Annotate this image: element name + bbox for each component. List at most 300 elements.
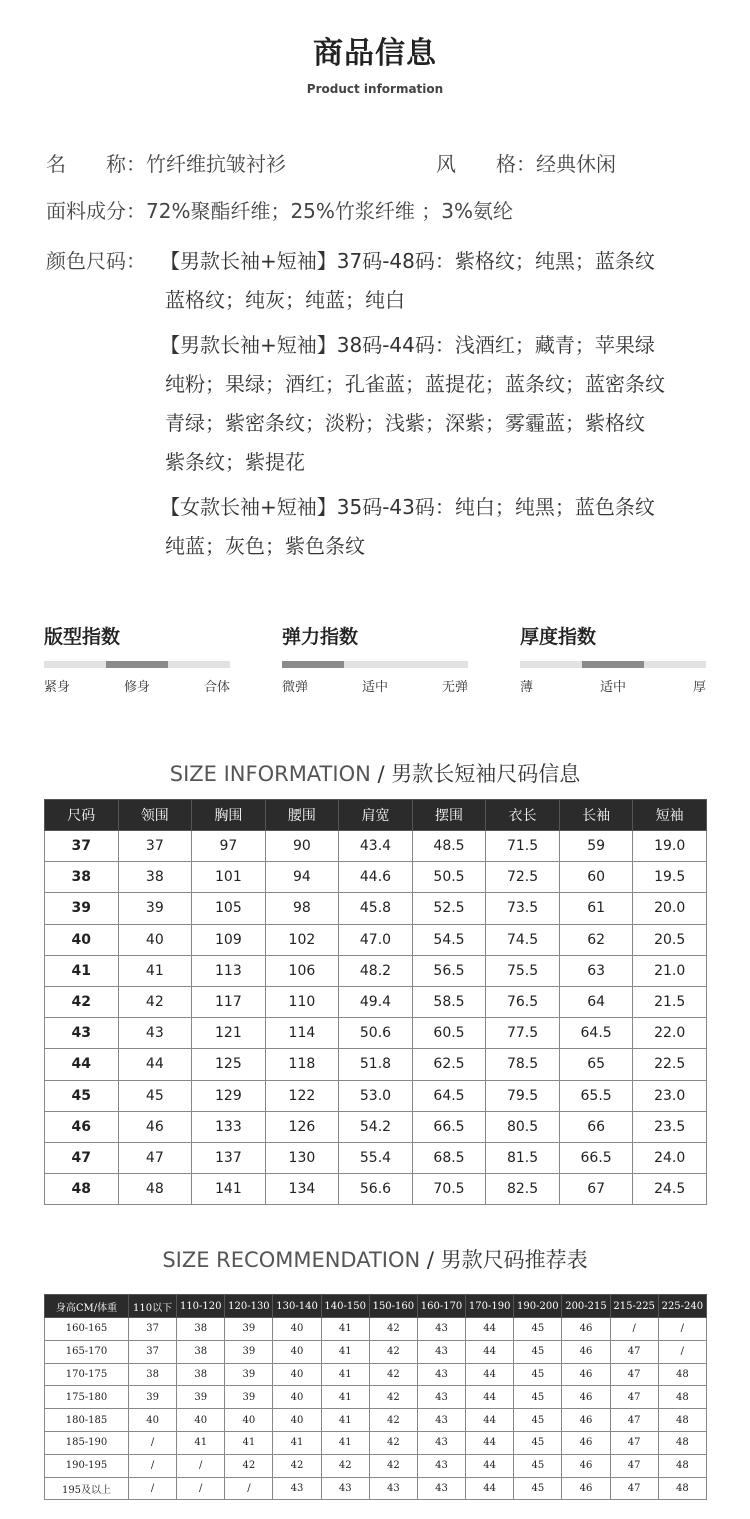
stretch-label-high: 无弹	[441, 680, 468, 695]
size-rec-cell: /	[177, 1454, 225, 1477]
size-rec-column-header: 120-130	[225, 1295, 273, 1318]
size-info-cell: 19.0	[633, 831, 707, 862]
style-label: 风 格：	[436, 152, 536, 176]
size-rec-cell: 43	[369, 1477, 417, 1500]
size-rec-cell: 43	[417, 1477, 465, 1500]
size-info-cell: 82.5	[486, 1174, 560, 1205]
size-info-cell: 56.6	[339, 1174, 413, 1205]
size-rec-cell: 42	[321, 1454, 369, 1477]
size-rec-cell: 45	[514, 1477, 562, 1500]
size-rec-cell: 42	[369, 1318, 417, 1341]
size-rec-cell: 170-175	[45, 1363, 129, 1386]
size-rec-column-header: 身高CM/体重	[45, 1295, 129, 1318]
size-info-cell: 61	[559, 893, 633, 924]
size-rec-cell: 40	[273, 1340, 321, 1363]
table-row	[45, 924, 707, 955]
size-rec-cell: 38	[177, 1363, 225, 1386]
size-rec-cell: 43	[417, 1454, 465, 1477]
size-info-cell: 47	[45, 1142, 119, 1173]
size-rec-cell: 42	[369, 1431, 417, 1454]
size-info-cell: 66.5	[559, 1142, 633, 1173]
size-rec-cell: 42	[369, 1454, 417, 1477]
size-rec-cell: 40	[177, 1409, 225, 1432]
size-info-cell: 46	[45, 1111, 119, 1142]
size-rec-cell: 41	[321, 1340, 369, 1363]
size-info-cell: 121	[192, 1018, 266, 1049]
size-rec-cell: 39	[177, 1386, 225, 1409]
fit-index	[44, 622, 230, 694]
material-label: 面料成分：	[46, 199, 146, 223]
table-row	[45, 1142, 707, 1173]
size-rec-cell: 48	[658, 1363, 706, 1386]
size-info-cell: 64.5	[412, 1080, 486, 1111]
size-rec-cell: 47	[610, 1454, 658, 1477]
size-info-cell: 106	[265, 955, 339, 986]
size-info-cell: 47.0	[339, 924, 413, 955]
size-rec-cell: 46	[562, 1363, 610, 1386]
size-rec-heading-cn: / 男款尺码推荐表	[420, 1248, 588, 1272]
size-info-header-row	[45, 800, 707, 831]
size-info-cell: 41	[45, 955, 119, 986]
size-info-cell: 129	[192, 1080, 266, 1111]
size-rec-cell: 45	[514, 1386, 562, 1409]
stretch-index-bar	[282, 661, 468, 668]
material-row	[46, 197, 513, 225]
size-info-cell: 65	[559, 1049, 633, 1080]
size-rec-cell: 46	[562, 1386, 610, 1409]
size-info-cell: 39	[118, 893, 192, 924]
size-info-cell: 68.5	[412, 1142, 486, 1173]
size-rec-cell: 42	[369, 1386, 417, 1409]
size-rec-cell: 41	[273, 1431, 321, 1454]
size-rec-cell: 42	[369, 1363, 417, 1386]
thickness-index-bar	[520, 661, 706, 668]
size-info-cell: 45.8	[339, 893, 413, 924]
size-rec-table	[44, 1294, 707, 1500]
size-rec-cell: 39	[129, 1386, 177, 1409]
page-subtitle: Product information	[306, 82, 444, 96]
size-info-cell: 48.2	[339, 955, 413, 986]
color-line: 蓝格纹；纯灰；纯蓝；纯白	[165, 288, 405, 312]
size-rec-cell: 43	[321, 1477, 369, 1500]
size-info-cell: 38	[118, 862, 192, 893]
size-info-cell: 24.5	[633, 1174, 707, 1205]
size-info-cell: 63	[559, 955, 633, 986]
size-rec-cell: 44	[466, 1363, 514, 1386]
size-rec-cell: 45	[514, 1454, 562, 1477]
size-rec-cell: 41	[321, 1363, 369, 1386]
table-row	[45, 1049, 707, 1080]
size-info-heading-en: SIZE INFORMATION	[169, 762, 371, 786]
size-rec-cell: /	[129, 1431, 177, 1454]
size-rec-cell: 44	[466, 1477, 514, 1500]
size-info-cell: 122	[265, 1080, 339, 1111]
size-rec-column-header: 160-170	[417, 1295, 465, 1318]
size-rec-cell: 40	[273, 1409, 321, 1432]
size-rec-cell: 38	[129, 1363, 177, 1386]
size-info-heading	[0, 758, 750, 788]
size-info-cell: 48	[45, 1174, 119, 1205]
size-info-cell: 43.4	[339, 831, 413, 862]
size-info-cell: 45	[118, 1080, 192, 1111]
size-info-column-header: 胸围	[192, 800, 266, 831]
size-info-cell: 141	[192, 1174, 266, 1205]
size-rec-cell: 47	[610, 1409, 658, 1432]
size-rec-cell: 42	[369, 1340, 417, 1363]
size-rec-cell: 190-195	[45, 1454, 129, 1477]
color-line: 【女款长袖+短袖】35码-43码：纯白；纯黑；蓝色条纹	[160, 495, 655, 519]
size-info-cell: 64	[559, 986, 633, 1017]
fit-index-bar	[44, 661, 230, 668]
size-info-cell: 133	[192, 1111, 266, 1142]
size-info-cell: 126	[265, 1111, 339, 1142]
stretch-index-title: 弹力指数	[282, 626, 359, 648]
size-info-cell: 90	[265, 831, 339, 862]
size-info-cell: 59	[559, 831, 633, 862]
size-info-cell: 118	[265, 1049, 339, 1080]
fit-index-marker	[106, 661, 168, 668]
size-rec-cell: 160-165	[45, 1318, 129, 1341]
size-rec-cell: 40	[273, 1318, 321, 1341]
size-rec-cell: 40	[225, 1409, 273, 1432]
size-rec-cell: 180-185	[45, 1409, 129, 1432]
size-info-cell: 44	[118, 1049, 192, 1080]
size-rec-column-header: 110以下	[129, 1295, 177, 1318]
size-rec-column-header: 110-120	[177, 1295, 225, 1318]
size-rec-cell: 48	[658, 1431, 706, 1454]
size-info-cell: 23.0	[633, 1080, 707, 1111]
size-info-cell: 65.5	[559, 1080, 633, 1111]
size-rec-cell: 39	[225, 1386, 273, 1409]
size-rec-cell: 46	[562, 1431, 610, 1454]
thickness-label-high: 厚	[692, 680, 706, 695]
size-rec-cell: 48	[658, 1477, 706, 1500]
size-rec-cell: 44	[466, 1454, 514, 1477]
size-rec-cell: 44	[466, 1318, 514, 1341]
size-info-cell: 23.5	[633, 1111, 707, 1142]
size-info-cell: 97	[192, 831, 266, 862]
fit-label-low: 紧身	[44, 680, 71, 695]
thickness-index-labels	[520, 676, 706, 694]
name-row	[46, 150, 286, 178]
stretch-index-labels	[282, 676, 468, 694]
size-info-cell: 44.6	[339, 862, 413, 893]
color-line: 【男款长袖+短袖】38码-44码：浅酒红；藏青；苹果绿	[160, 333, 655, 357]
fit-label-mid: 修身	[123, 680, 151, 695]
table-row	[45, 1080, 707, 1111]
size-info-cell: 43	[45, 1018, 119, 1049]
size-rec-cell: 43	[417, 1318, 465, 1341]
size-info-column-header: 腰围	[265, 800, 339, 831]
size-info-cell: 134	[265, 1174, 339, 1205]
size-info-cell: 66.5	[412, 1111, 486, 1142]
size-rec-cell: 44	[466, 1431, 514, 1454]
table-row	[45, 1018, 707, 1049]
size-info-column-header: 短袖	[633, 800, 707, 831]
size-rec-cell: 46	[562, 1340, 610, 1363]
size-rec-cell: 48	[658, 1454, 706, 1477]
size-info-cell: 101	[192, 862, 266, 893]
size-rec-cell: 39	[225, 1318, 273, 1341]
size-info-cell: 21.5	[633, 986, 707, 1017]
size-rec-cell: 43	[273, 1477, 321, 1500]
size-rec-cell: 47	[610, 1340, 658, 1363]
size-info-cell: 19.5	[633, 862, 707, 893]
size-rec-cell: 48	[658, 1409, 706, 1432]
size-rec-cell: 37	[129, 1318, 177, 1341]
size-rec-column-header: 215-225	[610, 1295, 658, 1318]
size-info-table	[44, 799, 707, 1205]
color-line: 【男款长袖+短袖】37码-48码：紫格纹；纯黑；蓝条纹	[160, 249, 655, 273]
size-rec-cell: 41	[177, 1431, 225, 1454]
table-row	[45, 1363, 707, 1386]
size-info-column-header: 领围	[118, 800, 192, 831]
thickness-index-title: 厚度指数	[520, 626, 597, 648]
size-info-cell: 47	[118, 1142, 192, 1173]
size-rec-cell: 47	[610, 1363, 658, 1386]
table-row	[45, 1431, 707, 1454]
size-info-cell: 109	[192, 924, 266, 955]
size-rec-column-header: 170-190	[466, 1295, 514, 1318]
size-rec-column-header: 225-240	[658, 1295, 706, 1318]
size-info-cell: 80.5	[486, 1111, 560, 1142]
table-row	[45, 1454, 707, 1477]
table-row	[45, 1340, 707, 1363]
table-row	[45, 1174, 707, 1205]
table-row	[45, 955, 707, 986]
size-info-column-header: 长袖	[559, 800, 633, 831]
color-line: 纯粉；果绿；酒红；孔雀蓝；蓝提花；蓝条纹；蓝密条纹	[165, 372, 665, 396]
thickness-label-low: 薄	[520, 680, 534, 695]
size-info-cell: 37	[118, 831, 192, 862]
size-info-cell: 37	[45, 831, 119, 862]
size-info-cell: 110	[265, 986, 339, 1017]
size-info-cell: 81.5	[486, 1142, 560, 1173]
table-row	[45, 1318, 707, 1341]
size-rec-column-header: 200-215	[562, 1295, 610, 1318]
table-row	[45, 1409, 707, 1432]
color-size-label: 颜色尺码：	[46, 249, 146, 273]
size-rec-cell: 44	[466, 1409, 514, 1432]
size-rec-column-header: 130-140	[273, 1295, 321, 1318]
size-info-cell: 75.5	[486, 955, 560, 986]
size-info-cell: 72.5	[486, 862, 560, 893]
size-info-cell: 125	[192, 1049, 266, 1080]
size-info-cell: 130	[265, 1142, 339, 1173]
size-info-cell: 44	[45, 1049, 119, 1080]
fit-index-title: 版型指数	[44, 626, 121, 648]
size-info-cell: 46	[118, 1111, 192, 1142]
size-info-cell: 94	[265, 862, 339, 893]
size-info-cell: 79.5	[486, 1080, 560, 1111]
size-rec-header-row	[45, 1295, 707, 1318]
size-info-cell: 78.5	[486, 1049, 560, 1080]
size-rec-cell: 42	[225, 1454, 273, 1477]
size-rec-cell: 44	[466, 1386, 514, 1409]
size-rec-cell: 41	[321, 1409, 369, 1432]
size-info-cell: 76.5	[486, 986, 560, 1017]
size-rec-cell: 41	[225, 1431, 273, 1454]
size-rec-cell: 38	[177, 1340, 225, 1363]
size-rec-cell: 44	[466, 1340, 514, 1363]
size-rec-cell: 37	[129, 1340, 177, 1363]
size-rec-cell: 41	[321, 1318, 369, 1341]
size-info-cell: 56.5	[412, 955, 486, 986]
size-info-cell: 64.5	[559, 1018, 633, 1049]
size-info-cell: 62.5	[412, 1049, 486, 1080]
size-rec-cell: 41	[321, 1386, 369, 1409]
size-info-cell: 41	[118, 955, 192, 986]
size-rec-cell: 45	[514, 1409, 562, 1432]
size-rec-cell: 47	[610, 1386, 658, 1409]
size-rec-cell: 39	[225, 1340, 273, 1363]
size-rec-cell: /	[658, 1340, 706, 1363]
size-info-cell: 45	[45, 1080, 119, 1111]
size-info-cell: 22.5	[633, 1049, 707, 1080]
size-info-cell: 114	[265, 1018, 339, 1049]
stretch-label-low: 微弹	[282, 680, 309, 695]
thickness-index-marker	[582, 661, 644, 668]
size-info-cell: 38	[45, 862, 119, 893]
size-rec-cell: 46	[562, 1318, 610, 1341]
size-info-cell: 54.2	[339, 1111, 413, 1142]
size-rec-cell: 185-190	[45, 1431, 129, 1454]
size-rec-cell: 46	[562, 1454, 610, 1477]
size-rec-cell: /	[610, 1318, 658, 1341]
table-row	[45, 831, 707, 862]
stretch-index-marker	[282, 661, 344, 668]
size-info-cell: 48.5	[412, 831, 486, 862]
color-line: 纯蓝；灰色；紫色条纹	[165, 534, 365, 558]
size-rec-cell: /	[129, 1454, 177, 1477]
size-rec-cell: 43	[417, 1363, 465, 1386]
size-rec-heading	[0, 1244, 750, 1274]
size-info-cell: 52.5	[412, 893, 486, 924]
thickness-index	[520, 622, 706, 694]
size-rec-cell: 39	[225, 1363, 273, 1386]
size-rec-cell: /	[129, 1477, 177, 1500]
size-rec-cell: 43	[417, 1340, 465, 1363]
size-info-cell: 117	[192, 986, 266, 1017]
size-rec-cell: 38	[177, 1318, 225, 1341]
size-info-cell: 42	[45, 986, 119, 1017]
size-info-cell: 70.5	[412, 1174, 486, 1205]
size-info-cell: 98	[265, 893, 339, 924]
size-info-cell: 53.0	[339, 1080, 413, 1111]
size-rec-cell: 45	[514, 1318, 562, 1341]
table-row	[45, 986, 707, 1017]
size-info-cell: 74.5	[486, 924, 560, 955]
size-rec-cell: 165-170	[45, 1340, 129, 1363]
size-info-cell: 77.5	[486, 1018, 560, 1049]
size-info-cell: 20.5	[633, 924, 707, 955]
size-info-cell: 22.0	[633, 1018, 707, 1049]
size-info-cell: 113	[192, 955, 266, 986]
stretch-index	[282, 622, 468, 694]
size-info-cell: 102	[265, 924, 339, 955]
style-value: 经典休闲	[536, 152, 616, 176]
stretch-label-mid: 适中	[361, 680, 389, 695]
size-info-cell: 24.0	[633, 1142, 707, 1173]
size-info-cell: 50.5	[412, 862, 486, 893]
size-info-cell: 40	[45, 924, 119, 955]
table-row	[45, 1386, 707, 1409]
size-rec-heading-en: SIZE RECOMMENDATION	[162, 1248, 421, 1272]
size-info-column-header: 肩宽	[339, 800, 413, 831]
size-rec-cell: 40	[273, 1363, 321, 1386]
size-rec-cell: /	[177, 1477, 225, 1500]
size-rec-cell: 47	[610, 1431, 658, 1454]
size-info-cell: 40	[118, 924, 192, 955]
size-rec-cell: /	[658, 1318, 706, 1341]
table-row	[45, 862, 707, 893]
size-info-cell: 60.5	[412, 1018, 486, 1049]
size-rec-cell: 47	[610, 1477, 658, 1500]
size-info-cell: 21.0	[633, 955, 707, 986]
size-info-cell: 42	[118, 986, 192, 1017]
table-row	[45, 1477, 707, 1500]
size-info-cell: 60	[559, 862, 633, 893]
size-info-cell: 43	[118, 1018, 192, 1049]
size-info-column-header: 尺码	[45, 800, 119, 831]
size-rec-column-header: 140-150	[321, 1295, 369, 1318]
size-info-cell: 71.5	[486, 831, 560, 862]
size-info-cell: 49.4	[339, 986, 413, 1017]
size-info-cell: 137	[192, 1142, 266, 1173]
size-rec-cell: 45	[514, 1431, 562, 1454]
size-rec-cell: 46	[562, 1477, 610, 1500]
size-info-cell: 55.4	[339, 1142, 413, 1173]
size-rec-cell: 46	[562, 1409, 610, 1432]
size-rec-cell: 42	[369, 1409, 417, 1432]
size-rec-cell: 43	[417, 1431, 465, 1454]
size-rec-cell: 45	[514, 1340, 562, 1363]
table-row	[45, 893, 707, 924]
size-rec-cell: 195及以上	[45, 1477, 129, 1500]
size-rec-cell: 42	[273, 1454, 321, 1477]
page-title: 商品信息	[313, 36, 437, 71]
thickness-label-mid: 适中	[599, 680, 627, 695]
fit-label-high: 合体	[203, 680, 230, 695]
size-info-cell: 20.0	[633, 893, 707, 924]
size-info-cell: 66	[559, 1111, 633, 1142]
size-rec-cell: 48	[658, 1386, 706, 1409]
table-row	[45, 1111, 707, 1142]
size-info-column-header: 衣长	[486, 800, 560, 831]
size-info-cell: 50.6	[339, 1018, 413, 1049]
size-info-cell: 73.5	[486, 893, 560, 924]
size-info-cell: 39	[45, 893, 119, 924]
size-rec-cell: 43	[417, 1386, 465, 1409]
color-line: 青绿；紫密条纹；淡粉；浅紫；深紫；雾霾蓝；紫格纹	[165, 411, 645, 435]
size-info-cell: 58.5	[412, 986, 486, 1017]
size-rec-cell: 45	[514, 1363, 562, 1386]
size-rec-column-header: 150-160	[369, 1295, 417, 1318]
size-info-cell: 48	[118, 1174, 192, 1205]
size-info-cell: 62	[559, 924, 633, 955]
material-value: 72%聚酯纤维；25%竹浆纤维 ；3%氨纶	[146, 199, 513, 223]
fit-index-labels	[44, 676, 230, 694]
size-info-cell: 54.5	[412, 924, 486, 955]
size-info-cell: 67	[559, 1174, 633, 1205]
size-rec-cell: /	[225, 1477, 273, 1500]
size-info-heading-cn: / 男款长短袖尺码信息	[370, 762, 581, 786]
name-value: 竹纤维抗皱衬衫	[146, 152, 286, 176]
color-line: 紫条纹；紫提花	[165, 450, 305, 474]
style-row	[436, 150, 616, 178]
size-rec-cell: 175-180	[45, 1386, 129, 1409]
size-rec-column-header: 190-200	[514, 1295, 562, 1318]
